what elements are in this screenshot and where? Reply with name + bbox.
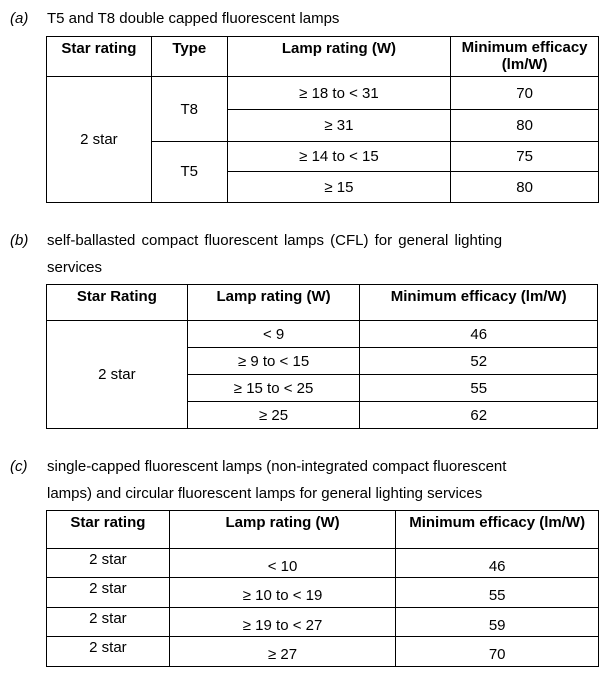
table-row bbox=[47, 578, 599, 608]
table-c-rating-cell: ≥ 27 bbox=[169, 637, 396, 667]
table-c bbox=[46, 510, 599, 667]
table-c-rating-cell: < 10 bbox=[169, 549, 396, 578]
table-a-header-efficacy: Minimum efficacy (lm/W) bbox=[451, 37, 599, 77]
section-b bbox=[0, 227, 603, 281]
section-c bbox=[0, 453, 603, 507]
table-c-star-cell: 2 star bbox=[47, 637, 170, 667]
table-b-header-efficacy: Minimum efficacy (lm/W) bbox=[360, 285, 598, 321]
section-b-label: (b) bbox=[10, 232, 29, 249]
table-c-header-star: Star rating bbox=[47, 511, 170, 549]
table-b-efficacy-cell: 52 bbox=[360, 348, 598, 375]
table-b-rating-cell: ≥ 25 bbox=[187, 402, 360, 429]
table-c-star-cell: 2 star bbox=[47, 549, 170, 578]
table-c-star-cell: 2 star bbox=[47, 608, 170, 637]
table-row bbox=[47, 637, 599, 667]
table-c-efficacy-cell: 55 bbox=[396, 578, 599, 608]
table-c-efficacy-cell: 59 bbox=[396, 608, 599, 637]
table-a-type-cell: T5 bbox=[151, 142, 227, 203]
table-c-star-cell: 2 star bbox=[47, 578, 170, 608]
table-b-header-rating: Lamp rating (W) bbox=[187, 285, 360, 321]
table-a-rating-cell: ≥ 18 to < 31 bbox=[227, 77, 451, 110]
section-b-caption-line2: services bbox=[47, 259, 103, 276]
section-b-caption-line1: self-ballasted compact fluorescent lamps (CFL) for general lighting bbox=[47, 232, 503, 249]
table-c-efficacy-cell: 46 bbox=[396, 549, 599, 578]
section-a-label: (a) bbox=[10, 10, 29, 27]
table-b-efficacy-cell: 46 bbox=[360, 321, 598, 348]
table-a-efficacy-cell: 70 bbox=[451, 77, 599, 110]
table-a-efficacy-cell: 80 bbox=[451, 110, 599, 142]
table-a-efficacy-cell: 75 bbox=[451, 142, 599, 172]
section-a-caption-text: T5 and T8 double capped fluorescent lamps bbox=[47, 10, 340, 27]
table-row bbox=[47, 608, 599, 637]
table-b bbox=[46, 284, 598, 429]
table-c-rating-cell: ≥ 10 to < 19 bbox=[169, 578, 396, 608]
table-c-rating-cell: ≥ 19 to < 27 bbox=[169, 608, 396, 637]
table-b-efficacy-cell: 62 bbox=[360, 402, 598, 429]
table-b-rating-cell: < 9 bbox=[187, 321, 360, 348]
table-c-header-rating: Lamp rating (W) bbox=[169, 511, 396, 549]
table-a-star-cell: 2 star bbox=[47, 77, 152, 203]
section-c-caption-line2: lamps) and circular fluorescent lamps for general lighting services bbox=[47, 485, 483, 502]
table-b-rating-cell: ≥ 9 to < 15 bbox=[187, 348, 360, 375]
table-a-rating-cell: ≥ 14 to < 15 bbox=[227, 142, 451, 172]
table-b-star-cell: 2 star bbox=[47, 321, 188, 429]
section-c-caption bbox=[0, 453, 603, 480]
table-a-header-star: Star rating bbox=[47, 37, 152, 77]
table-a-efficacy-cell: 80 bbox=[451, 172, 599, 203]
table-c-efficacy-cell: 70 bbox=[396, 637, 599, 667]
table-a-header-rating: Lamp rating (W) bbox=[227, 37, 451, 77]
table-c-header-efficacy: Minimum efficacy (lm/W) bbox=[396, 511, 599, 549]
table-row bbox=[47, 549, 599, 578]
table-row bbox=[47, 77, 599, 110]
section-a bbox=[0, 5, 603, 32]
table-b-efficacy-cell: 55 bbox=[360, 375, 598, 402]
table-b-rating-cell: ≥ 15 to < 25 bbox=[187, 375, 360, 402]
table-a-header-type: Type bbox=[151, 37, 227, 77]
section-b-caption bbox=[0, 227, 603, 254]
table-row bbox=[47, 321, 598, 348]
table-a-type-cell: T8 bbox=[151, 77, 227, 142]
table-a bbox=[46, 36, 599, 203]
section-c-label: (c) bbox=[10, 458, 28, 475]
table-a-rating-cell: ≥ 15 bbox=[227, 172, 451, 203]
section-a-caption bbox=[0, 5, 603, 32]
table-b-header-star: Star Rating bbox=[47, 285, 188, 321]
table-a-rating-cell: ≥ 31 bbox=[227, 110, 451, 142]
section-c-caption-line1: single-capped fluorescent lamps (non-integrated compact fluorescent bbox=[47, 458, 507, 475]
